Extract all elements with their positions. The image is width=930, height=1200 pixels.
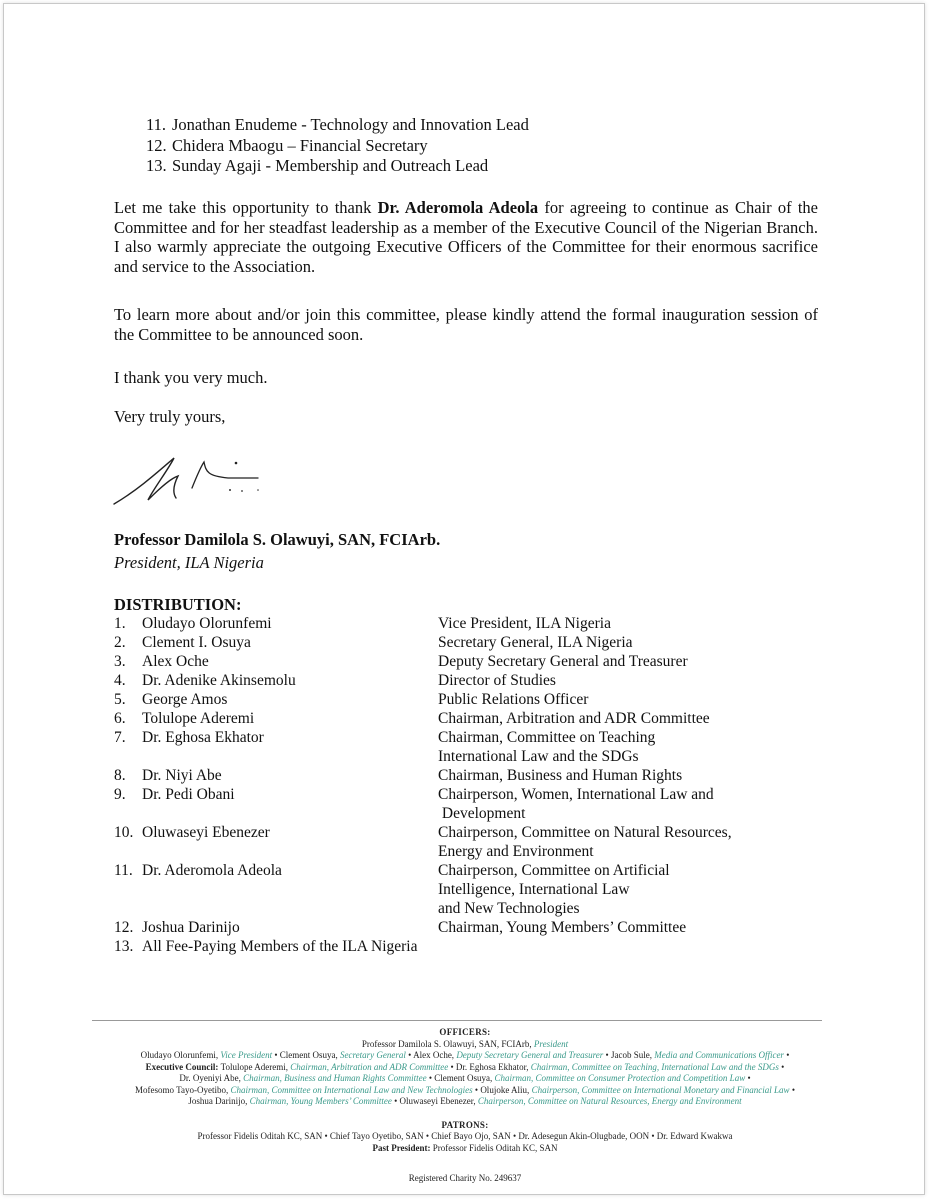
distribution-name: George Amos: [142, 691, 228, 708]
distribution-row: [114, 690, 834, 709]
distribution-row: [114, 652, 834, 671]
distribution-row: [114, 766, 834, 785]
chair-name: Dr. Aderomola Adeola: [377, 198, 539, 217]
closing-line: Very truly yours,: [114, 407, 226, 426]
distribution-row: [114, 823, 834, 861]
distribution-role: Public Relations Officer: [438, 691, 589, 708]
distribution-role: Chairperson, Women, International Law and Development: [438, 786, 714, 822]
distribution-number: 2.: [114, 634, 126, 651]
distribution-number: 9.: [114, 786, 126, 803]
distribution-name: Tolulope Aderemi: [142, 710, 255, 727]
footer-line: Professor Damilola S. Olawuyi, SAN, FCIArb, President: [361, 1038, 569, 1049]
footer-line: Mofesomo Tayo-Oyetibo, Chairman, Committee on International Law and New Technologies • Olujoke Aliu, Chairperson, Committee on International Monetary and Financial Law •: [135, 1084, 795, 1095]
distribution-row: [114, 785, 834, 823]
signatory-name: Professor Damilola S. Olawuyi, SAN, FCIArb.: [114, 530, 441, 549]
distribution-role: Director of Studies: [438, 672, 556, 689]
distribution-row: [114, 671, 834, 690]
footer-line: Dr. Oyeniyi Abe, Chairman, Business and Human Rights Committee • Clement Osuya, Chairman, Committee on Consumer Protection and Competition Law •: [179, 1073, 751, 1083]
distribution-number: 7.: [114, 729, 126, 746]
thanks-paragraph: Let me take this opportunity to thank Dr. Aderomola Adeola for agreeing to continue as Chair of the Committee and for her steadfast leadership as a member of the Executive Council of the Nigerian Branch. I also warmly appreciate the outgoing Executive Officers of the Committee for their enormous sacrifice and service to the Association.: [114, 198, 818, 276]
distribution-role: Chairman, Young Members’ Committee: [438, 919, 687, 936]
list-item: 13. Sunday Agaji - Membership and Outreach Lead: [146, 156, 489, 175]
distribution-number: 8.: [114, 767, 126, 784]
distribution-row: [114, 633, 834, 652]
distribution-role: Chairman, Arbitration and ADR Committee: [438, 710, 710, 727]
distribution-row: [114, 709, 834, 728]
distribution-role: Chairperson, Committee on Artificial Intelligence, International Law and New Technologies: [438, 862, 670, 917]
letterhead-footer: [40, 1027, 890, 1185]
distribution-row: [114, 861, 834, 918]
distribution-name: Joshua Darinijo: [142, 919, 240, 936]
distribution-heading: DISTRIBUTION:: [114, 595, 242, 614]
distribution-row: [114, 918, 834, 937]
distribution-row: [114, 728, 834, 766]
distribution-role: Secretary General, ILA Nigeria: [438, 634, 633, 651]
footer-line: Joshua Darinijo, Chairman, Young Members’ Committee • Oluwaseyi Ebenezer, Chairperson, Committee on Natural Resources, Energy and Environment: [188, 1096, 742, 1106]
officers-heading: OFFICERS:: [439, 1027, 491, 1037]
distribution-role: Vice President, ILA Nigeria: [438, 615, 611, 632]
distribution-number: 12.: [114, 919, 134, 936]
distribution-number: 4.: [114, 672, 126, 689]
distribution-number: 6.: [114, 710, 126, 727]
committee-officers-list: [146, 115, 529, 177]
patrons-heading: PATRONS:: [441, 1119, 489, 1130]
distribution-row: [114, 614, 834, 633]
list-item: 11. Jonathan Enudeme - Technology and Innovation Lead: [146, 115, 529, 134]
past-president-line: Past President: Professor Fidelis Oditah KC, SAN: [372, 1142, 558, 1153]
distribution-name: Dr. Eghosa Ekhator: [142, 729, 264, 746]
signature-image: [108, 448, 278, 510]
distribution-name: Alex Oche: [142, 653, 209, 670]
distribution-name: Dr. Aderomola Adeola: [142, 862, 282, 879]
distribution-list: [114, 614, 834, 956]
footer-line: Executive Council: Tolulope Aderemi, Chairman, Arbitration and ADR Committee • Dr. Eghosa Ekhator, Chairman, Committee on Teaching, International Law and the SDGs •: [145, 1061, 785, 1072]
distribution-number: 5.: [114, 691, 126, 708]
patrons-line: Professor Fidelis Oditah KC, SAN • Chief Tayo Oyetibo, SAN • Chief Bayo Ojo, SAN • Dr. Adesegun Akin-Olugbade, OON • Dr. Edward Kwakwa: [197, 1131, 733, 1141]
distribution-role: Chairman, Business and Human Rights: [438, 767, 683, 784]
signatory-title: President, ILA Nigeria: [114, 553, 264, 572]
distribution-name: Dr. Adenike Akinsemolu: [142, 672, 296, 689]
distribution-number: 1.: [114, 615, 126, 632]
distribution-number: 10.: [114, 824, 134, 841]
charity-number: Registered Charity No. 249637: [408, 1173, 522, 1183]
footer-line: Oludayo Olorunfemi, Vice President • Clement Osuya, Secretary General • Alex Oche, Deputy Secretary General and Treasurer • Jacob Sule, Media and Communications Officer •: [140, 1050, 790, 1060]
distribution-name: Dr. Niyi Abe: [142, 767, 222, 784]
distribution-role: Chairman, Committee on Teaching International Law and the SDGs: [438, 729, 656, 765]
distribution-role: [418, 937, 778, 956]
distribution-name: All Fee-Paying Members of the ILA Nigeria: [142, 938, 418, 955]
distribution-row: [114, 937, 834, 956]
distribution-name: Oluwaseyi Ebenezer: [142, 824, 270, 841]
distribution-name: Oludayo Olorunfemi: [142, 615, 272, 632]
thank-you-line: I thank you very much.: [114, 368, 268, 387]
list-item: 12. Chidera Mbaogu – Financial Secretary: [146, 135, 428, 155]
distribution-number: 11.: [114, 862, 133, 879]
distribution-role: Chairperson, Committee on Natural Resources, Energy and Environment: [438, 824, 732, 860]
distribution-role: Deputy Secretary General and Treasurer: [438, 653, 688, 670]
distribution-name: Dr. Pedi Obani: [142, 786, 235, 803]
distribution-number: 3.: [114, 653, 126, 670]
join-paragraph: To learn more about and/or join this committee, please kindly attend the formal inauguration session of the Committee to be announced soon.: [114, 305, 818, 344]
distribution-name: Clement I. Osuya: [142, 634, 251, 651]
footer-divider: [92, 1020, 822, 1021]
distribution-number: 13.: [114, 938, 134, 955]
